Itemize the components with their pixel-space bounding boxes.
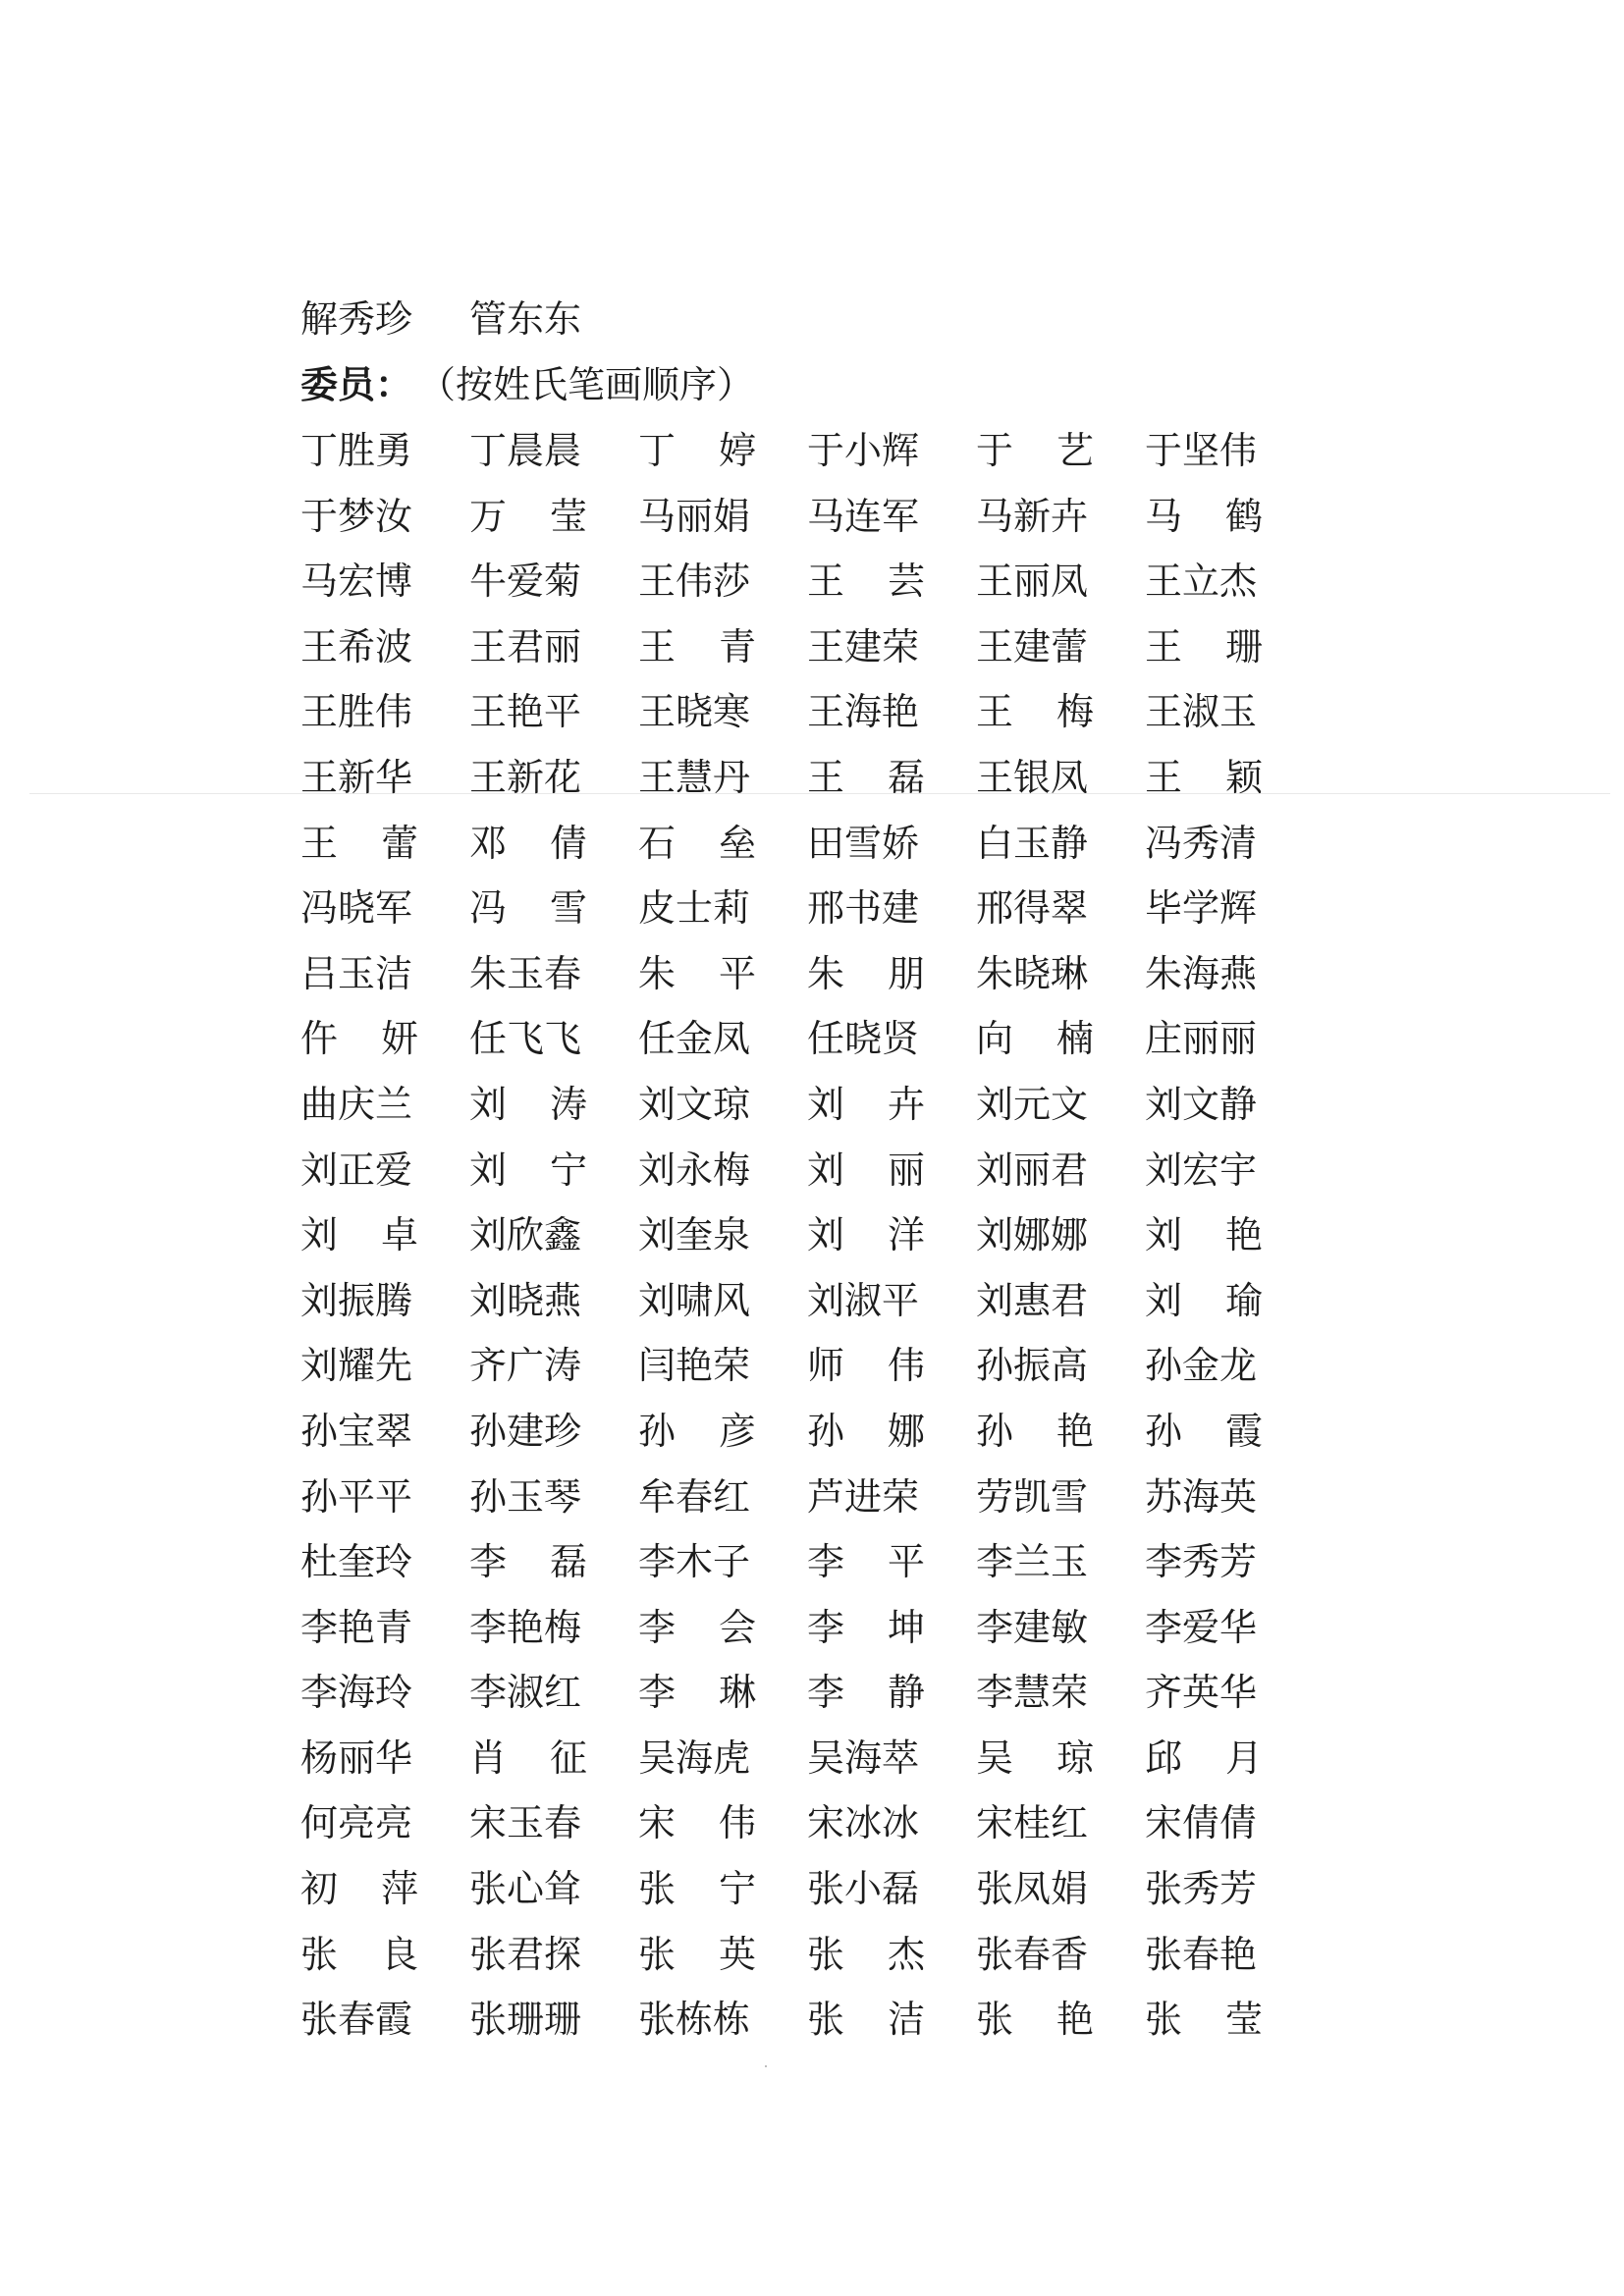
- member-name: 刘丽君: [976, 1148, 1089, 1192]
- member-name: 王淑玉: [1145, 690, 1258, 734]
- member-name: 朱晓琳: [976, 951, 1089, 995]
- member-name: 肖 征: [469, 1735, 587, 1780]
- member-name: 马丽娟: [638, 494, 751, 538]
- member-name: 于坚伟: [1145, 429, 1258, 472]
- member-name: 牛爱菊: [469, 560, 582, 604]
- member-name: 张 杰: [807, 1932, 925, 1976]
- member-name: 刘正爱: [300, 1148, 413, 1192]
- member-name: 刘娜娜: [976, 1213, 1089, 1257]
- member-name: 王晓寒: [638, 690, 751, 734]
- member-name: 刘文琼: [638, 1082, 751, 1126]
- member-name: 朱玉春: [469, 951, 582, 995]
- member-name: 朱 平: [638, 951, 756, 995]
- member-name: 宋 伟: [638, 1801, 756, 1845]
- member-name: 王立杰: [1145, 560, 1258, 604]
- member-name: 李海玲: [300, 1671, 413, 1715]
- member-name: 任飞飞: [469, 1017, 582, 1061]
- ordering-note: （按姓氏笔画顺序）: [418, 363, 755, 406]
- member-name: 刘永梅: [638, 1148, 751, 1192]
- name-list-content: [300, 287, 1302, 2053]
- member-name: 杨丽华: [300, 1735, 413, 1780]
- member-name: 李兰玉: [976, 1540, 1089, 1584]
- member-name: 李秀芳: [1145, 1540, 1258, 1584]
- member-name: 张珊珊: [469, 1998, 582, 2042]
- member-name: 仵 妍: [300, 1017, 418, 1061]
- member-name: 刘 卓: [300, 1213, 418, 1257]
- member-name: 邢书建: [807, 886, 920, 931]
- member-name: 吴海萃: [807, 1735, 920, 1780]
- member-name: 张春艳: [1145, 1932, 1258, 1976]
- member-name: 刘 卉: [807, 1082, 925, 1126]
- member-name: 石 垒: [638, 821, 756, 865]
- member-name: 任晓贤: [807, 1017, 920, 1061]
- member-name: 张凤娟: [976, 1867, 1089, 1911]
- member-name: 孙玉琴: [469, 1474, 582, 1519]
- member-name: 孙金龙: [1145, 1344, 1258, 1388]
- member-name: 孙振高: [976, 1344, 1089, 1388]
- member-name: 师 伟: [807, 1344, 925, 1388]
- member-name: 杜奎玲: [300, 1540, 413, 1584]
- member-name: 丁胜勇: [300, 429, 413, 472]
- member-name: 刘文静: [1145, 1082, 1258, 1126]
- member-name: 张 莹: [1145, 1998, 1263, 2042]
- member-name: 李 坤: [807, 1605, 925, 1649]
- member-name: 马宏博: [300, 560, 413, 604]
- member-name: 刘 丽: [807, 1148, 925, 1192]
- member-name: 张 宁: [638, 1867, 756, 1911]
- member-name: 于 艺: [976, 429, 1094, 472]
- member-name: 刘 涛: [469, 1082, 587, 1126]
- member-name: 白玉静: [976, 821, 1089, 865]
- member-name: 刘晓燕: [469, 1278, 582, 1322]
- member-name: 张 英: [638, 1932, 756, 1976]
- member-name: 王 磊: [807, 755, 925, 799]
- member-name: 张小磊: [807, 1867, 920, 1911]
- member-name: 李爱华: [1145, 1605, 1258, 1649]
- member-name: 田雪娇: [807, 821, 920, 865]
- member-name: 王 蕾: [300, 821, 418, 865]
- member-name: 李艳青: [300, 1605, 413, 1649]
- member-name: 王 珊: [1145, 624, 1263, 668]
- member-name: 刘 洋: [807, 1213, 925, 1257]
- member-name: 王新花: [469, 755, 582, 799]
- member-name: 毕学辉: [1145, 886, 1258, 931]
- member-name: 万 莹: [469, 494, 587, 538]
- member-name: 王慧丹: [638, 755, 751, 799]
- member-name: 牟春红: [638, 1474, 751, 1519]
- member-name: 刘 瑜: [1145, 1278, 1263, 1322]
- member-name: 马新卉: [976, 494, 1089, 538]
- member-name: 齐英华: [1145, 1671, 1258, 1715]
- member-name: 何亮亮: [300, 1801, 413, 1845]
- member-name: 于小辉: [807, 429, 920, 472]
- member-name: 王建荣: [807, 624, 920, 668]
- member-name: 李木子: [638, 1540, 751, 1584]
- member-name: 冯秀清: [1145, 821, 1258, 865]
- member-name: 向 楠: [976, 1017, 1094, 1061]
- member-name: 孙建珍: [469, 1409, 582, 1453]
- continued-name: 管东东: [469, 297, 582, 341]
- member-name: 冯晓军: [300, 886, 413, 931]
- scan-speck: [765, 2065, 767, 2067]
- member-name: 吴海虎: [638, 1735, 751, 1780]
- member-name: 丁 婷: [638, 429, 756, 472]
- member-name: 张栋栋: [638, 1998, 751, 2042]
- member-name: 张心耸: [469, 1867, 582, 1911]
- member-name: 芦进荣: [807, 1474, 920, 1519]
- member-name: 刘奎泉: [638, 1213, 751, 1257]
- member-name: 闫艳荣: [638, 1344, 751, 1388]
- member-name: 李 磊: [469, 1540, 587, 1584]
- member-name: 宋桂红: [976, 1801, 1089, 1845]
- committee-label: 委员：: [300, 363, 413, 406]
- member-name: 张 洁: [807, 1998, 925, 2042]
- member-name: 邱 月: [1145, 1735, 1263, 1780]
- member-name: 张 良: [300, 1932, 418, 1976]
- member-name: 李 琳: [638, 1671, 756, 1715]
- member-name: 马 鹤: [1145, 494, 1263, 538]
- member-name: 朱海燕: [1145, 951, 1258, 995]
- member-name: 于梦汝: [300, 494, 413, 538]
- member-name: 劳凯雪: [976, 1474, 1089, 1519]
- member-name: 孙 艳: [976, 1409, 1094, 1453]
- member-name: 李慧荣: [976, 1671, 1089, 1715]
- member-name: 王艳平: [469, 690, 582, 734]
- member-name: 李 会: [638, 1605, 756, 1649]
- member-name: 刘元文: [976, 1082, 1089, 1126]
- member-name-grid: [300, 418, 1302, 2053]
- member-name: 刘 宁: [469, 1148, 587, 1192]
- member-name: 刘耀先: [300, 1344, 413, 1388]
- member-name: 李 静: [807, 1671, 925, 1715]
- member-name: 王 梅: [976, 690, 1094, 734]
- member-name: 冯 雪: [469, 886, 587, 931]
- member-name: 孙 彦: [638, 1409, 756, 1453]
- member-name: 宋冰冰: [807, 1801, 920, 1845]
- member-name: 李 平: [807, 1540, 925, 1584]
- member-name: 苏海英: [1145, 1474, 1258, 1519]
- member-name: 朱 朋: [807, 951, 925, 995]
- member-name: 刘淑平: [807, 1278, 920, 1322]
- member-name: 王银凤: [976, 755, 1089, 799]
- member-name: 李艳梅: [469, 1605, 582, 1649]
- member-name: 张春霞: [300, 1998, 413, 2042]
- member-name: 皮士莉: [638, 886, 751, 931]
- continued-names-line: [300, 287, 1302, 352]
- member-name: 王 芸: [807, 560, 925, 604]
- member-name: 马连军: [807, 494, 920, 538]
- member-name: 孙 霞: [1145, 1409, 1263, 1453]
- member-name: 刘宏宇: [1145, 1148, 1258, 1192]
- member-name: 吴 琼: [976, 1735, 1094, 1780]
- member-name: 王 颖: [1145, 755, 1263, 799]
- member-name: 张君探: [469, 1932, 582, 1976]
- member-name: 宋玉春: [469, 1801, 582, 1845]
- member-name: 刘啸风: [638, 1278, 751, 1322]
- member-name: 任金凤: [638, 1017, 751, 1061]
- member-name: 孙平平: [300, 1474, 413, 1519]
- member-name: 邓 倩: [469, 821, 587, 865]
- member-name: 庄丽丽: [1145, 1017, 1258, 1061]
- member-name: 张秀芳: [1145, 1867, 1258, 1911]
- member-name: 曲庆兰: [300, 1082, 413, 1126]
- member-name: 宋倩倩: [1145, 1801, 1258, 1845]
- member-name: 邢得翠: [976, 886, 1089, 931]
- member-name: 吕玉洁: [300, 951, 413, 995]
- member-name: 王 青: [638, 624, 756, 668]
- member-name: 齐广涛: [469, 1344, 582, 1388]
- member-name: 王海艳: [807, 690, 920, 734]
- member-name: 王丽凤: [976, 560, 1089, 604]
- member-name: 王君丽: [469, 624, 582, 668]
- member-name: 刘惠君: [976, 1278, 1089, 1322]
- member-name: 刘欣鑫: [469, 1213, 582, 1257]
- member-name: 孙 娜: [807, 1409, 925, 1453]
- member-name: 张春香: [976, 1932, 1089, 1976]
- member-name: 初 萍: [300, 1867, 418, 1911]
- member-name: 王新华: [300, 755, 413, 799]
- member-name: 张 艳: [976, 1998, 1094, 2042]
- member-name: 刘 艳: [1145, 1213, 1263, 1257]
- continued-name: 解秀珍: [300, 297, 413, 341]
- member-name: 李建敏: [976, 1605, 1089, 1649]
- member-name: 孙宝翠: [300, 1409, 413, 1453]
- member-name: 王伟莎: [638, 560, 751, 604]
- member-name: 李淑红: [469, 1671, 582, 1715]
- member-name: 王胜伟: [300, 690, 413, 734]
- member-name: 刘振腾: [300, 1278, 413, 1322]
- committee-heading: [300, 352, 1302, 418]
- member-name: 丁晨晨: [469, 429, 582, 472]
- member-name: 王建蕾: [976, 624, 1089, 668]
- member-name: 王希波: [300, 624, 413, 668]
